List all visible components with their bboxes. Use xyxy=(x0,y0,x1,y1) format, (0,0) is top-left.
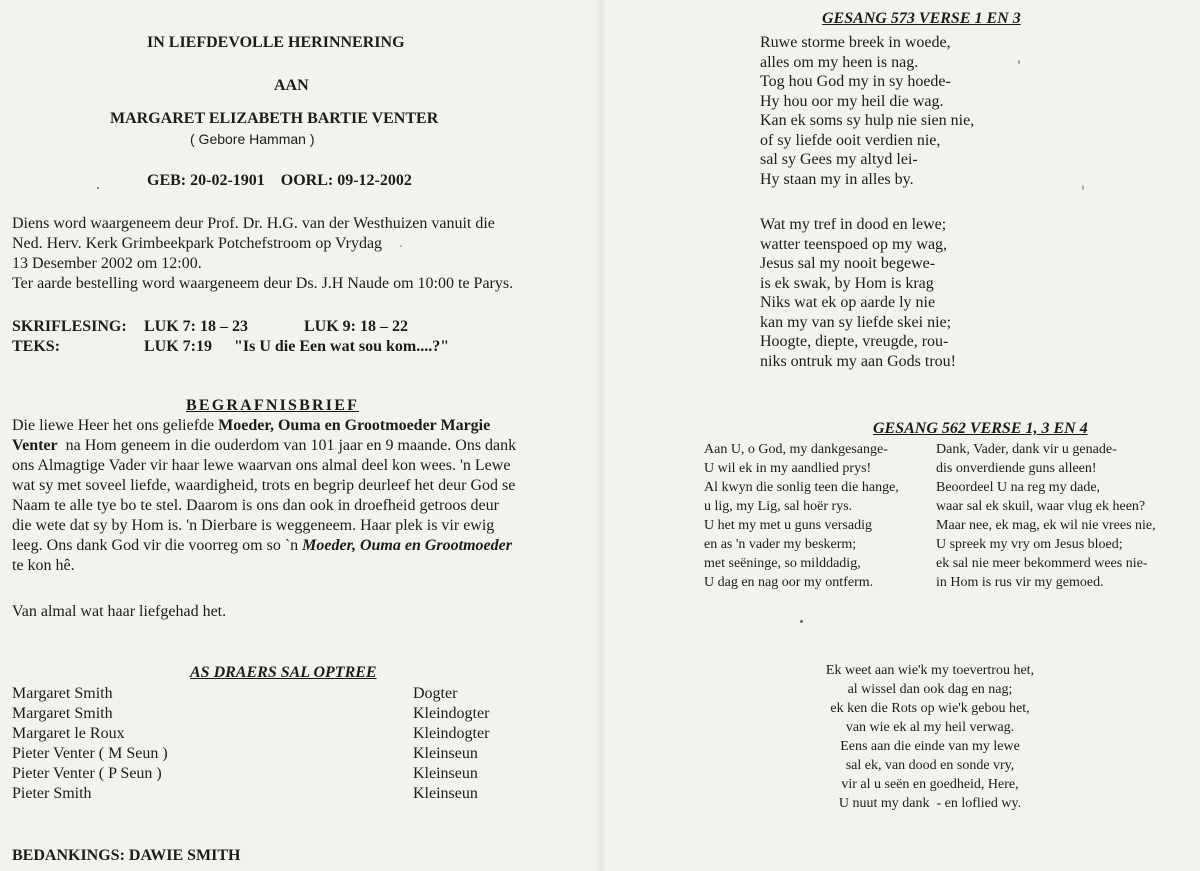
service-line: Ter aarde bestelling word waargeneem deur Ds. J.H Naude om 10:00 te Parys. xyxy=(12,275,514,292)
hymn-line: al wissel dan ook dag en nag; xyxy=(847,682,1013,697)
service-line: 13 Desember 2002 om 12:00. xyxy=(12,255,202,272)
paper-speck xyxy=(97,187,99,189)
hymn-line: vir al u seën en goedheid, Here, xyxy=(841,777,1019,792)
hymn-line: Maar nee, ek mag, ek wil nie vrees nie, xyxy=(936,518,1156,533)
bearer-name: Margaret le Roux xyxy=(12,725,125,742)
paper-speck xyxy=(400,245,402,247)
bearer-name: Pieter Venter ( P Seun ) xyxy=(12,765,162,782)
hymn-line: watter teenspoed op my wag, xyxy=(760,235,948,253)
birth-death-dates: GEB: 20-02-1901 OORL: 09-12-2002 xyxy=(147,172,412,189)
hymn-line: Aan U, o God, my dankgesange- xyxy=(704,442,888,457)
letter-text: leeg. Ons dank God vir die voorreg om so `n xyxy=(12,537,303,554)
service-info xyxy=(12,214,513,294)
hymn-line: Hy staan my in alles by. xyxy=(760,170,914,188)
hymn-line: of sy liefde ooit verdien nie, xyxy=(760,131,941,149)
hymn-line: Eens aan die einde van my lewe xyxy=(840,739,1020,754)
deceased-name: MARGARET ELIZABETH BARTIE VENTER xyxy=(110,110,439,127)
bearer-relation: Kleindogter xyxy=(413,705,490,722)
text-ref: LUK 7:19 xyxy=(144,338,212,355)
hymn-line: Ruwe storme breek in woede, xyxy=(760,34,951,51)
hymn-line: en as 'n vader my beskerm; xyxy=(704,537,857,552)
letter-emphasis: Venter xyxy=(12,437,58,454)
hymn-line: Hoogte, diepte, vreugde, rou- xyxy=(760,333,949,350)
hymn-562-verse-3 xyxy=(936,440,1156,592)
hymn-line: Hy hou oor my heil die wag. xyxy=(760,92,944,110)
memorial-heading: IN LIEFDEVOLLE HERINNERING xyxy=(147,34,405,51)
hymn-line: dis onverdiende guns alleen! xyxy=(936,461,1097,476)
hymn-line: in Hom is rus vir my gemoed. xyxy=(936,575,1104,590)
service-line: Ned. Herv. Kerk Grimbeekpark Potchefstroom op Vrydag xyxy=(12,235,383,252)
hymn-line: sal ek, van dood en sonde vry, xyxy=(845,758,1015,773)
hymn-line: is ek swak, by Hom is krag xyxy=(760,274,934,292)
hymn-562-title: GESANG 562 VERSE 1, 3 EN 4 xyxy=(873,420,1088,437)
letter-text: na Hom geneem in die ouderdom van 101 jaar en 9 maande. Ons dank xyxy=(57,437,517,454)
hymn-line: Dank, Vader, dank vir u genade- xyxy=(936,442,1117,457)
hymn-line: waar sal ek skuil, waar vlug ek heen? xyxy=(936,499,1146,514)
paper-speck xyxy=(800,620,803,623)
bearer-relation: Kleinseun xyxy=(413,765,478,782)
bearer-relation: Dogter xyxy=(413,685,458,702)
hymn-562-verse-1 xyxy=(704,440,899,592)
hymn-line: Beoordeel U na reg my dade, xyxy=(936,480,1101,495)
letter-text: te kon hê. xyxy=(12,557,75,574)
letter-text: Naam te alle tye bo te stel. Daarom is ons dan ook in droefheid getroos deur xyxy=(12,497,499,514)
hymn-line: Al kwyn die sonlig teen die hange, xyxy=(704,480,899,495)
hymn-line: ek ken die Rots op wie'k gebou het, xyxy=(830,701,1030,716)
hymn-line: Jesus sal my nooit begewe- xyxy=(760,255,936,272)
letter-text: wat sy met soveel liefde, waardigheid, trots en begrip deurleef het deur God se xyxy=(12,477,516,494)
hymn-573-title: GESANG 573 VERSE 1 EN 3 xyxy=(822,10,1021,27)
hymn-line: U nuut my dank - en loflied wy. xyxy=(838,796,1022,811)
hymn-line: niks ontruk my aan Gods trou! xyxy=(760,352,956,370)
hymn-line: Kan ek soms sy hulp nie sien nie, xyxy=(760,112,975,129)
bearer-name: Margaret Smith xyxy=(12,705,113,722)
hymn-line: met seëninge, so milddadig, xyxy=(704,556,861,571)
hymn-line: van wie ek al my heil verwag. xyxy=(845,720,1015,735)
aan-line: AAN xyxy=(274,77,309,94)
bearer-relation: Kleinseun xyxy=(413,745,478,762)
reading-ref-1: LUK 7: 18 – 23 xyxy=(144,318,248,335)
bearer-name: Margaret Smith xyxy=(12,685,113,702)
maiden-name: ( Gebore Hamman ) xyxy=(190,131,315,147)
paper-speck xyxy=(1082,185,1084,190)
hymn-562-verse-4 xyxy=(790,661,1070,813)
closing-line: Van almal wat haar liefgehad het. xyxy=(12,603,227,620)
right-page xyxy=(600,0,1200,871)
letter-title: BEGRAFNISBRIEF xyxy=(186,397,360,414)
letter-text: die wete dat sy by Hom is. 'n Dierbare is weggeneem. Haar plek is vir ewig xyxy=(12,517,495,534)
hymn-line: Ek weet aan wie'k my toevertrou het, xyxy=(825,663,1035,678)
service-line: Diens word waargeneem deur Prof. Dr. H.G. van der Westhuizen vanuit die xyxy=(12,215,495,232)
text-label: TEKS: xyxy=(12,338,61,355)
hymn-573-verse-3 xyxy=(760,215,956,371)
hymn-line: Wat my tref in dood en lewe; xyxy=(760,216,947,233)
hymn-line: sal sy Gees my altyd lei- xyxy=(760,151,918,168)
hymn-line: ek sal nie meer bekommerd wees nie- xyxy=(936,556,1148,571)
bearers-relations xyxy=(413,684,489,804)
hymn-line: U het my met u guns versadig xyxy=(704,518,872,533)
hymn-line: Niks wat ek op aarde ly nie xyxy=(760,294,936,311)
letter-emphasis: Moeder, Ouma en Grootmoeder xyxy=(302,537,512,554)
paper-speck xyxy=(1018,60,1020,64)
thanks-line: BEDANKINGS: DAWIE SMITH xyxy=(12,847,241,864)
letter-emphasis: Moeder, Ouma en Grootmoeder Margie xyxy=(218,417,491,434)
hymn-line: U wil ek in my aandlied prys! xyxy=(704,461,872,476)
bearers-title: AS DRAERS SAL OPTREE xyxy=(190,664,377,681)
hymn-line: Tog hou God my in sy hoede- xyxy=(760,73,951,90)
hymn-line: U dag en nag oor my ontferm. xyxy=(704,575,874,590)
letter-text: ons Almagtige Vader vir haar lewe waarvan ons almal deel kon wees. 'n Lewe xyxy=(12,457,511,474)
bearer-relation: Kleinseun xyxy=(413,785,478,802)
reading-label: SKRIFLESING: xyxy=(12,318,127,335)
hymn-line: alles om my heen is nag. xyxy=(760,53,919,71)
hymn-line: kan my van sy liefde skei nie; xyxy=(760,313,952,331)
reading-ref-2: LUK 9: 18 – 22 xyxy=(304,318,408,335)
hymn-line: U spreek my vry om Jesus bloed; xyxy=(936,537,1123,552)
bearers-names xyxy=(12,684,168,804)
hymn-573-verse-1 xyxy=(760,33,974,189)
text-quote: "Is U die Een wat sou kom....?" xyxy=(234,338,450,355)
bearer-name: Pieter Smith xyxy=(12,785,92,802)
hymn-line: u lig, my Lig, sal hoër rys. xyxy=(704,499,853,514)
funeral-letter xyxy=(12,416,516,576)
letter-text: Die liewe Heer het ons geliefde xyxy=(12,417,219,434)
bearer-relation: Kleindogter xyxy=(413,725,490,742)
bearer-name: Pieter Venter ( M Seun ) xyxy=(12,745,168,762)
